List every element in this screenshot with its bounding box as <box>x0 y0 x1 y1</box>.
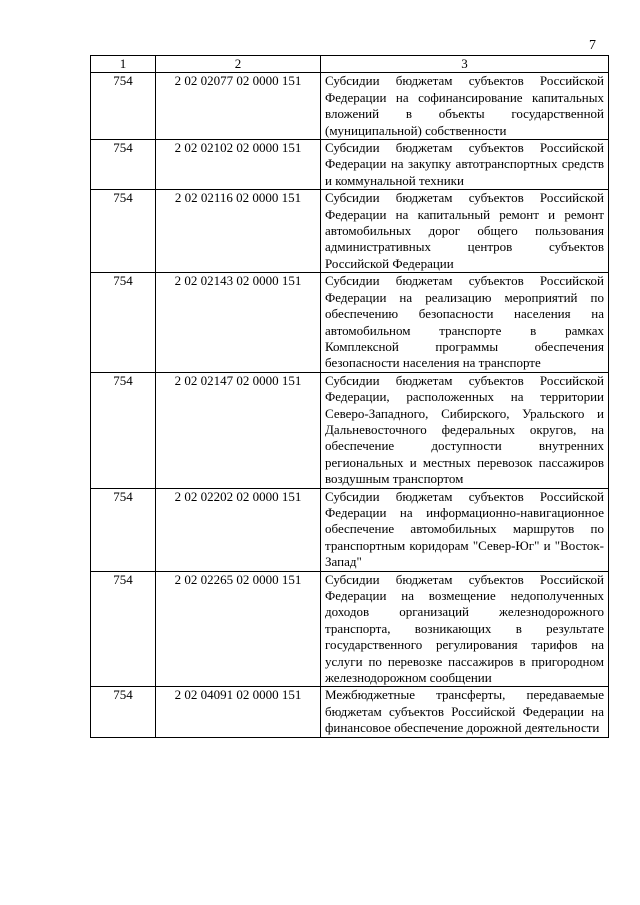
description-cell: Субсидии бюджетам субъектов Российской Федерации на софинансирование капитальных вложений в объекты государственной (муниципальной) собственности <box>321 73 609 140</box>
revenue-code-cell: 2 02 02143 02 0000 151 <box>156 273 321 372</box>
admin-code-cell: 754 <box>91 571 156 687</box>
admin-code-cell: 754 <box>91 190 156 273</box>
table-row <box>91 372 609 488</box>
admin-code-cell: 754 <box>91 488 156 571</box>
admin-code-cell: 754 <box>91 687 156 737</box>
revenue-code-cell: 2 02 02077 02 0000 151 <box>156 73 321 140</box>
revenue-code-cell: 2 02 02102 02 0000 151 <box>156 140 321 190</box>
description-cell: Субсидии бюджетам субъектов Российской Федерации, расположенных на территории Северо-Западного, Сибирского, Уральского и Дальневосточного федеральных округов, на обеспечение доступности внутренних региональных и местных перевозок пассажиров воздушным транспортом <box>321 372 609 488</box>
table-row <box>91 571 609 687</box>
header-col-1: 1 <box>91 56 156 73</box>
revenue-code-cell: 2 02 02147 02 0000 151 <box>156 372 321 488</box>
description-cell: Субсидии бюджетам субъектов Российской Федерации на закупку автотранспортных средств и коммунальной техники <box>321 140 609 190</box>
description-cell: Субсидии бюджетам субъектов Российской Федерации на капитальный ремонт и ремонт автомобильных дорог общего пользования административных центров субъектов Российской Федерации <box>321 190 609 273</box>
budget-codes-table <box>90 55 609 738</box>
description-cell: Субсидии бюджетам субъектов Российской Федерации на возмещение недополученных доходов организаций железнодорожного транспорта, возникающих в результате государственного регулирования тарифов на услуги по перевозке пассажиров в пригородном железнодорожном сообщении <box>321 571 609 687</box>
admin-code-cell: 754 <box>91 140 156 190</box>
revenue-code-cell: 2 02 02202 02 0000 151 <box>156 488 321 571</box>
revenue-code-cell: 2 02 04091 02 0000 151 <box>156 687 321 737</box>
table-header <box>91 56 609 73</box>
description-cell: Субсидии бюджетам субъектов Российской Федерации на информационно-навигационное обеспечение автомобильных маршрутов по транспортным коридорам "Север-Юг" и "Восток-Запад" <box>321 488 609 571</box>
table-row <box>91 687 609 737</box>
header-col-2: 2 <box>156 56 321 73</box>
header-row <box>91 56 609 73</box>
table-row <box>91 140 609 190</box>
admin-code-cell: 754 <box>91 273 156 372</box>
description-cell: Субсидии бюджетам субъектов Российской Федерации на реализацию мероприятий по обеспечению безопасности населения на автомобильном транспорте в рамках Комплексной программы обеспечения безопасности населения на транспорте <box>321 273 609 372</box>
table-row <box>91 190 609 273</box>
table-row <box>91 488 609 571</box>
revenue-code-cell: 2 02 02265 02 0000 151 <box>156 571 321 687</box>
description-cell: Межбюджетные трансферты, передаваемые бюджетам субъектов Российской Федерации на финансовое обеспечение дорожной деятельности <box>321 687 609 737</box>
admin-code-cell: 754 <box>91 73 156 140</box>
admin-code-cell: 754 <box>91 372 156 488</box>
page-number: 7 <box>589 38 596 53</box>
header-col-3: 3 <box>321 56 609 73</box>
table-row <box>91 73 609 140</box>
table-row <box>91 273 609 372</box>
revenue-code-cell: 2 02 02116 02 0000 151 <box>156 190 321 273</box>
